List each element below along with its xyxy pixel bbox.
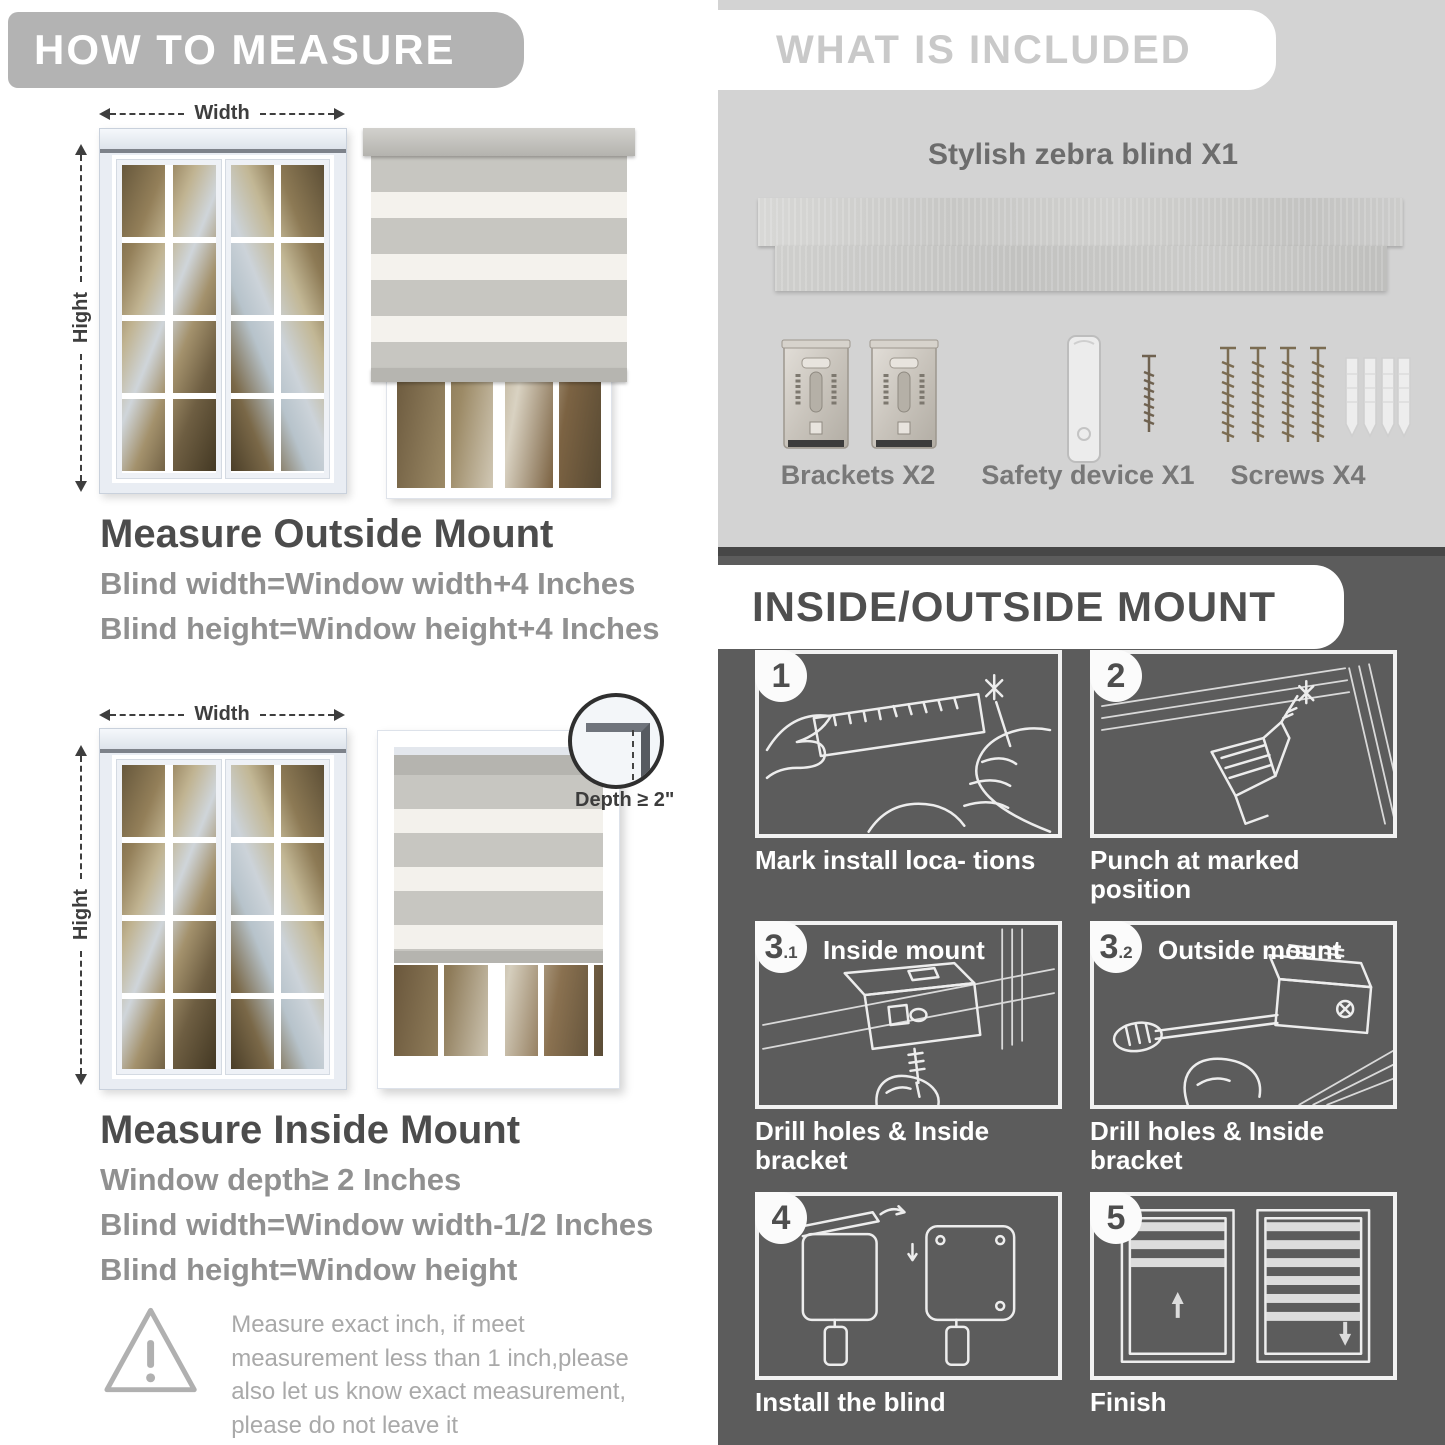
brushed-texture bbox=[775, 246, 1387, 291]
window-sash-right bbox=[226, 160, 330, 478]
step-number: 2 bbox=[1106, 656, 1126, 695]
window-illustration bbox=[99, 728, 347, 1090]
blind-bottom-rail bbox=[371, 368, 627, 382]
width-label: Width bbox=[194, 703, 250, 725]
step-panel bbox=[1090, 921, 1397, 1109]
window-corner-detail bbox=[586, 723, 650, 787]
window-sash-left bbox=[117, 160, 221, 478]
step-1 bbox=[755, 650, 1062, 903]
dashed-line bbox=[260, 113, 334, 115]
depth-magnifier-icon bbox=[568, 693, 664, 789]
window-sash-right bbox=[226, 760, 330, 1074]
step-panel bbox=[755, 1192, 1062, 1380]
step-title: Inside mount bbox=[823, 935, 985, 966]
outside-mount-blind-illustration bbox=[363, 116, 635, 502]
dashed-line bbox=[110, 714, 184, 716]
steps-grid bbox=[755, 650, 1397, 1417]
how-to-measure-title: HOW TO MEASURE bbox=[34, 26, 456, 73]
dashed-line bbox=[80, 155, 82, 282]
what-is-included-panel bbox=[718, 0, 1445, 547]
outside-width-formula: Blind width=Window width+4 Inches bbox=[100, 566, 636, 601]
step-number-badge bbox=[1090, 921, 1142, 973]
mount-steps-header bbox=[718, 565, 1344, 649]
warning-text: Measure exact inch, if meet measurement less than 1 inch,please also let us know exact measurement, please do not leave it bbox=[231, 1311, 629, 1439]
step-number-badge bbox=[755, 650, 807, 702]
step-panel bbox=[1090, 1192, 1397, 1380]
inside-height-formula: Blind height=Window height bbox=[100, 1252, 518, 1287]
rolled-blind-headrail bbox=[758, 198, 1403, 246]
window-behind-blind bbox=[394, 963, 603, 1056]
inside-mount-title: Measure Inside Mount bbox=[100, 1108, 521, 1152]
arrow-down-icon bbox=[75, 481, 87, 492]
arrow-right-icon bbox=[334, 709, 345, 721]
height-label: Hight bbox=[69, 292, 92, 344]
brackets-label: Brackets X2 bbox=[780, 460, 936, 490]
blind-bottom-rail bbox=[394, 951, 603, 963]
inside-width-formula: Blind width=Window width-1/2 Inches bbox=[100, 1207, 654, 1242]
how-to-measure-panel bbox=[0, 0, 718, 1445]
step-caption: Install the blind bbox=[755, 1387, 946, 1418]
inside-mount-figure bbox=[60, 695, 680, 1105]
step-2 bbox=[1090, 650, 1397, 903]
arrow-down-icon bbox=[75, 1074, 87, 1085]
step-3-2 bbox=[1090, 921, 1397, 1174]
window-glass bbox=[112, 755, 334, 1079]
depth-dashed-line bbox=[632, 730, 634, 779]
step-caption: Punch at marked position bbox=[1090, 845, 1300, 904]
screws-label: Screws X4 bbox=[1230, 460, 1366, 490]
what-is-included-title: WHAT IS INCLUDED bbox=[776, 27, 1192, 72]
product-name: Stylish zebra blind X1 bbox=[927, 138, 1239, 171]
blind-stripes bbox=[371, 156, 627, 368]
step-caption: Drill holes & Inside bracket bbox=[1090, 1116, 1325, 1175]
window-sash-left bbox=[117, 760, 221, 1074]
height-dimension bbox=[70, 745, 92, 1085]
dashed-line bbox=[80, 354, 82, 481]
mount-steps-title: INSIDE/OUTSIDE MOUNT bbox=[752, 583, 1277, 630]
step-number: 3 bbox=[764, 927, 784, 966]
dashed-line bbox=[110, 113, 184, 115]
what-is-included-header bbox=[718, 10, 1276, 90]
step-caption: Mark install loca- tions bbox=[755, 845, 1036, 875]
height-dimension bbox=[70, 144, 92, 492]
window-behind-blind bbox=[387, 372, 611, 498]
width-label: Width bbox=[194, 102, 250, 124]
blind-headrail bbox=[363, 128, 635, 156]
width-dimension bbox=[99, 102, 345, 125]
step-number: 3 bbox=[1099, 927, 1119, 966]
step-number: 4 bbox=[771, 1198, 791, 1237]
outside-mount-title: Measure Outside Mount bbox=[100, 512, 554, 556]
step-number-badge bbox=[1090, 1192, 1142, 1244]
step-panel bbox=[1090, 650, 1397, 838]
step-substep: .2 bbox=[1118, 943, 1133, 963]
dashed-line bbox=[260, 714, 334, 716]
how-to-measure-header bbox=[8, 12, 524, 88]
arrow-up-icon bbox=[75, 745, 87, 756]
window-top-frame bbox=[100, 729, 346, 753]
mount-steps-panel bbox=[718, 547, 1445, 1445]
outside-mount-figure bbox=[60, 100, 680, 502]
step-3-1 bbox=[755, 921, 1062, 1174]
safety-device-icon bbox=[1056, 330, 1176, 475]
step-number-badge bbox=[755, 921, 807, 973]
inside-depth-formula: Window depth≥ 2 Inches bbox=[100, 1162, 462, 1197]
dashed-line bbox=[80, 951, 82, 1074]
window-glass bbox=[112, 155, 334, 483]
rolled-blind-fabric bbox=[775, 246, 1387, 291]
step-caption: Drill holes & Inside bracket bbox=[755, 1116, 990, 1175]
inside-mount-blind-illustration bbox=[377, 730, 620, 1089]
measure-warning bbox=[100, 1302, 640, 1442]
outside-height-formula: Blind height=Window height+4 Inches bbox=[100, 611, 660, 646]
width-dimension bbox=[99, 703, 345, 726]
blind-stripes bbox=[394, 775, 603, 951]
arrow-up-icon bbox=[75, 144, 87, 155]
depth-label: Depth ≥ 2" bbox=[575, 789, 675, 811]
arrow-left-icon bbox=[99, 709, 110, 721]
step-panel bbox=[755, 650, 1062, 838]
step-4 bbox=[755, 1192, 1062, 1417]
step-title: Outside mount bbox=[1158, 935, 1342, 966]
brushed-texture bbox=[758, 198, 1403, 246]
exclamation-triangle-icon bbox=[100, 1302, 201, 1400]
arrow-left-icon bbox=[99, 108, 110, 120]
step-caption: Finish bbox=[1090, 1387, 1167, 1418]
bracket-pair-icon bbox=[780, 336, 940, 463]
step-substep: .1 bbox=[783, 943, 798, 963]
window-illustration bbox=[99, 128, 347, 494]
safety-device-label: Safety device X1 bbox=[981, 460, 1195, 490]
step-number: 5 bbox=[1106, 1198, 1126, 1237]
step-panel bbox=[755, 921, 1062, 1109]
step-number-badge bbox=[1090, 650, 1142, 702]
window-top-frame bbox=[100, 129, 346, 153]
step-number: 1 bbox=[771, 656, 791, 695]
height-label: Hight bbox=[69, 889, 92, 941]
screws-and-anchors-icon bbox=[1212, 340, 1412, 473]
arrow-right-icon bbox=[334, 108, 345, 120]
dashed-line bbox=[80, 756, 82, 879]
step-number-badge bbox=[755, 1192, 807, 1244]
step-5 bbox=[1090, 1192, 1397, 1417]
